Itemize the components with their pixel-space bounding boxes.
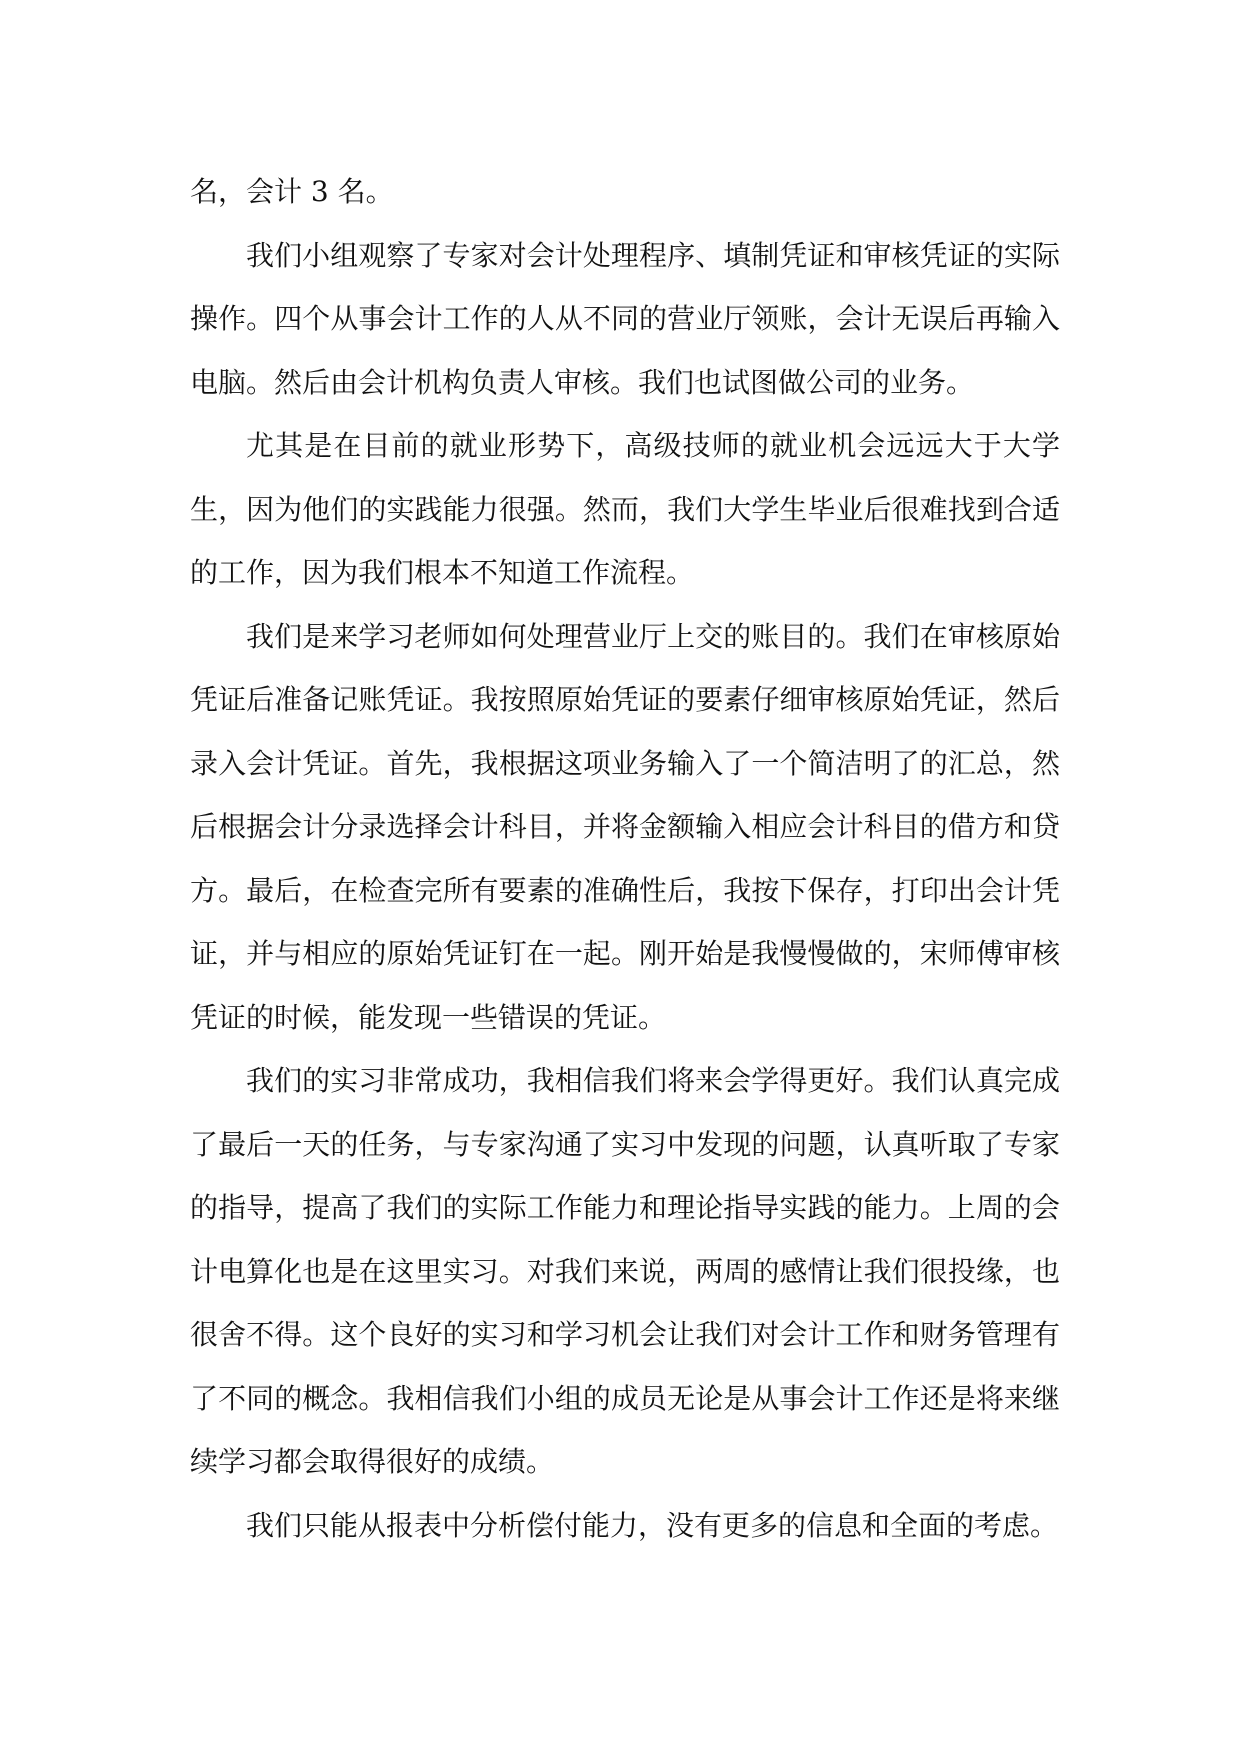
paragraph-1: 名，会计 3 名。 [190,175,394,208]
paragraph-4: 我们是来学习老师如何处理营业厅上交的账目的。我们在审核原始凭证后准备记账凭证。我按照原始凭证的要素仔细审核原始凭证，然后录入会计凭证。首先，我根据这项业务输入了一个简洁明了的汇总，然后根据会计分录选择会计科目，并将金额输入相应会计科目的借方和贷方。最后，在检查完所有要素的准确性后，我按下保存，打印出会计凭证，并与相应的原始凭证钉在一起。刚开始是我慢慢做的，宋师傅审核凭证的时候，能发现一些错误的凭证。 [190,619,1060,1034]
document-body [190,160,1060,1557]
paragraph-2: 我们小组观察了专家对会计处理程序、填制凭证和审核凭证的实际操作。四个从事会计工作的人从不同的营业厅领账，会计无误后再输入电脑。然后由会计机构负责人审核。我们也试图做公司的业务。 [190,238,1060,399]
paragraph-3: 尤其是在目前的就业形势下，高级技师的就业机会远远大于大学生，因为他们的实践能力很强。然而，我们大学生毕业后很难找到合适的工作，因为我们根本不知道工作流程。 [190,429,1060,589]
paragraph-5: 我们的实习非常成功，我相信我们将来会学得更好。我们认真完成了最后一天的任务，与专家沟通了实习中发现的问题，认真听取了专家的指导，提高了我们的实际工作能力和理论指导实践的能力。上周的会计电算化也是在这里实习。对我们来说，两周的感情让我们很投缘，也很舍不得。这个良好的实习和学习机会让我们对会计工作和财务管理有了不同的概念。我相信我们小组的成员无论是从事会计工作还是将来继续学习都会取得很好的成绩。 [190,1064,1060,1478]
paragraph-6: 我们只能从报表中分析偿付能力，没有更多的信息和全面的考虑。 [246,1508,1059,1542]
